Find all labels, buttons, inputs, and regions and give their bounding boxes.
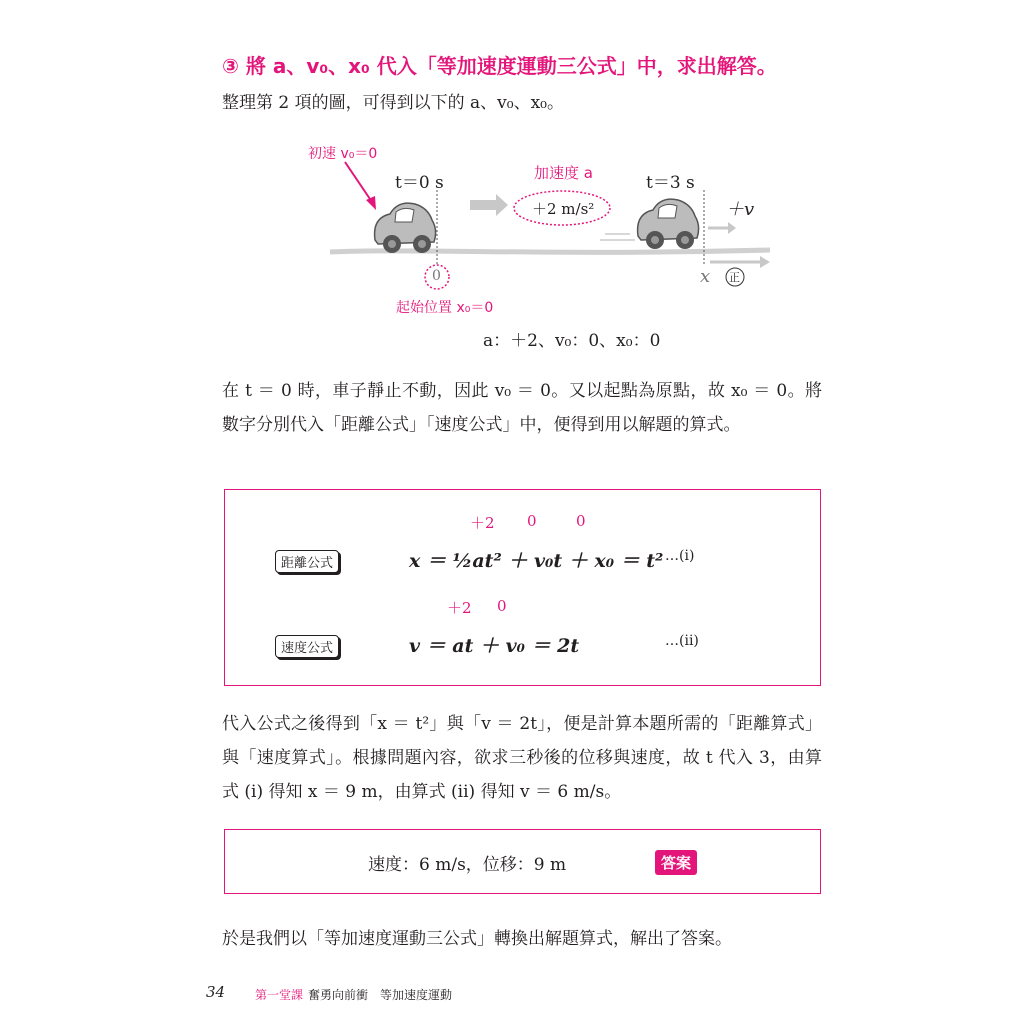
sub-a-distance: ＋2 (470, 514, 495, 532)
start-position-label: 起始位置 x₀＝0 (396, 300, 494, 316)
page-number: 34 (206, 983, 226, 1001)
equation-number-ii: …(ii) (665, 633, 699, 649)
car-start-icon (375, 203, 436, 253)
sub-x0-distance: 0 (576, 512, 586, 530)
accel-value: ＋2 m/s² (532, 200, 595, 218)
t0-label: t＝0 s (395, 173, 444, 193)
answer-badge: 答案 (655, 850, 697, 875)
formula-box (224, 489, 821, 686)
plus-v-label: ＋v (726, 199, 755, 220)
speed-equation: v ＝ at ＋ v₀ ＝ 2t (409, 635, 580, 657)
intro-text: 整理第 2 項的圖，可得到以下的 a、v₀、x₀。 (222, 93, 564, 113)
x-axis-label: x (700, 266, 711, 287)
section-heading: ③ 將 a、v₀、x₀ 代入「等加速度運動三公式」中，求出解答。 (222, 54, 777, 78)
closing-text: 於是我們以「等加速度運動三公式」轉換出解題算式，解出了答案。 (222, 929, 732, 949)
initial-speed-label: 初速 v₀＝0 (308, 146, 378, 162)
sub-v0-distance: 0 (527, 512, 537, 530)
footer-lesson: 第一堂課 (255, 988, 304, 1002)
t3-label: t＝3 s (646, 173, 695, 193)
direction-arrow-icon (470, 194, 508, 216)
answer-box (224, 829, 821, 894)
values-line: a：＋2、v₀：0、x₀：0 (483, 331, 661, 351)
sub-a-speed: ＋2 (447, 599, 472, 617)
answer-text: 速度：6 m/s，位移：9 m (368, 855, 567, 875)
positive-label: 正 (729, 271, 740, 284)
distance-equation: x ＝ ½at² ＋ v₀t ＋ x₀ ＝ t² (409, 550, 664, 572)
speed-streaks (600, 234, 635, 240)
paragraph-1: 在 t ＝ 0 時，車子靜止不動，因此 v₀ ＝ 0。又以起點為原點，故 x₀ ＝ 0。將數字分別代入「距離公式」「速度公式」中，便得到用以解題的算式。 (222, 381, 822, 435)
accel-label: 加速度 a (534, 164, 593, 182)
sub-v0-speed: 0 (497, 597, 507, 615)
speed-formula-tag: 速度公式 (275, 635, 339, 658)
equation-number-i: …(i) (665, 548, 695, 564)
distance-formula-tag: 距離公式 (275, 550, 339, 573)
footer-title: 奮勇向前衝 等加速度運動 (308, 988, 453, 1002)
motion-diagram (300, 140, 800, 340)
car-end-icon (638, 199, 699, 249)
zero-marker: 0 (432, 268, 441, 284)
pointer-line (345, 162, 372, 202)
paragraph-2: 代入公式之後得到「x ＝ t²」與「v ＝ 2t」，便是計算本題所需的「距離算式」與「速度算式」。根據問題內容，欲求三秒後的位移與速度，故 t 代入 3，由算式 (i) 得知 x ＝ 9 m，由算式 (ii) 得知 v ＝ 6 m/s。 (222, 714, 822, 802)
